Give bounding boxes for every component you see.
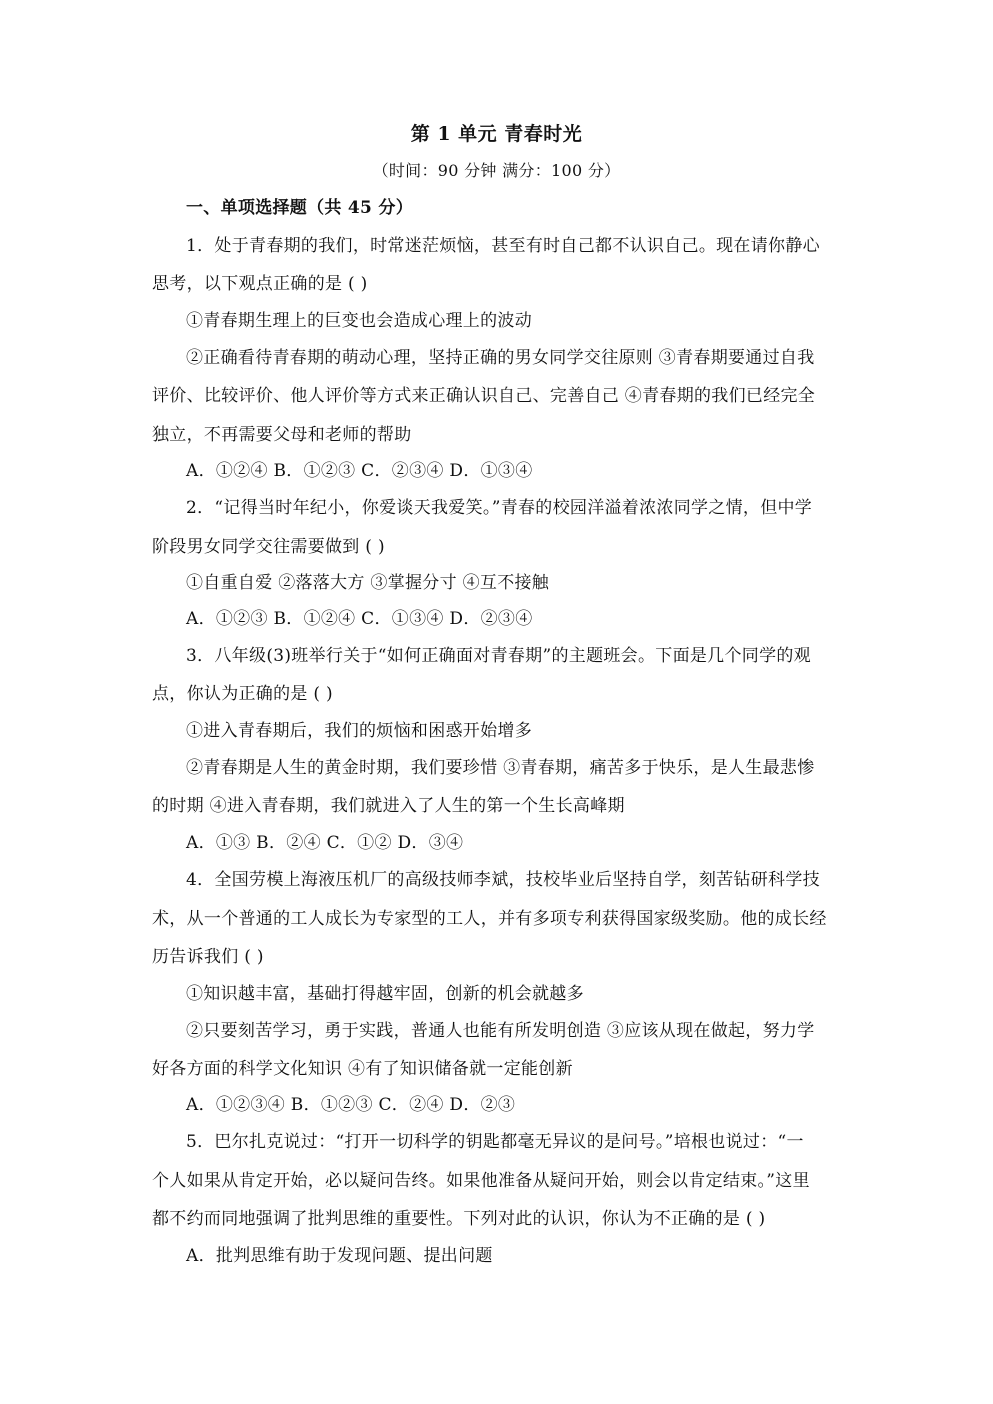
question-3-line: 点，你认为正确的是 ( ) <box>152 684 333 704</box>
question-1-statement: 评价、比较评价、他人评价等方式来正确认识自己、完善自己 ④青春期的我们已经完全 <box>152 386 816 406</box>
question-2-statement: ①自重自爱 ②落落大方 ③掌握分寸 ④互不接触 <box>186 573 550 593</box>
question-2-options: A．①②③ B．①②④ C．①③④ D．②③④ <box>186 609 533 629</box>
question-3-options: A．①③ B．②④ C．①② D．③④ <box>186 833 464 853</box>
question-1-line: 思考，以下观点正确的是 ( ) <box>152 274 368 294</box>
question-4-statement: 好各方面的科学文化知识 ④有了知识储备就一定能创新 <box>152 1059 573 1079</box>
question-4-line: 历告诉我们 ( ) <box>152 947 264 967</box>
page-subtitle: （时间：90 分钟 满分：100 分） <box>372 161 621 180</box>
question-1-statement: 独立，不再需要父母和老师的帮助 <box>152 425 412 445</box>
question-1-options: A．①②④ B．①②③ C．②③④ D．①③④ <box>186 461 533 481</box>
question-1-statement: ②正确看待青春期的萌动心理，坚持正确的男女同学交往原则 ③青春期要通过自我 <box>186 348 815 368</box>
question-5-line: 个人如果从肯定开始，必以疑问告终。如果他准备从疑问开始，则会以肯定结束。”这里 <box>152 1171 810 1191</box>
question-2-line: 2．“记得当时年纪小，你爱谈天我爱笑。”青春的校园洋溢着浓浓同学之情，但中学 <box>186 498 813 518</box>
question-3-statement: 的时期 ④进入青春期，我们就进入了人生的第一个生长高峰期 <box>152 796 625 816</box>
question-5-option: A．批判思维有助于发现问题、提出问题 <box>186 1246 493 1266</box>
question-4-line: 术，从一个普通的工人成长为专家型的工人，并有多项专利获得国家级奖励。他的成长经 <box>152 909 827 929</box>
question-4-line: 4．全国劳模上海液压机厂的高级技师李斌，技校毕业后坚持自学，刻苦钻研科学技 <box>186 870 820 890</box>
question-1-statement: ①青春期生理上的巨变也会造成心理上的波动 <box>186 311 532 331</box>
question-2-line: 阶段男女同学交往需要做到 ( ) <box>152 537 385 557</box>
question-1-line: 1．处于青春期的我们，时常迷茫烦恼，甚至有时自己都不认识自己。现在请你静心 <box>186 236 820 256</box>
question-5-line: 5．巴尔扎克说过：“打开一切科学的钥匙都毫无异议的是问号。”培根也说过：“一 <box>186 1132 804 1152</box>
page-title: 第 1 单元 青春时光 <box>410 123 583 145</box>
question-4-options: A．①②③④ B．①②③ C．②④ D．②③ <box>186 1095 516 1115</box>
question-5-line: 都不约而同地强调了批判思维的重要性。下列对此的认识，你认为不正确的是 ( ) <box>152 1209 766 1229</box>
question-4-statement: ①知识越丰富，基础打得越牢固，创新的机会就越多 <box>186 984 584 1004</box>
section-heading: 一、单项选择题（共 45 分） <box>186 198 413 218</box>
question-3-line: 3．八年级(3)班举行关于“如何正确面对青春期”的主题班会。下面是几个同学的观 <box>186 646 811 666</box>
question-3-statement: ①进入青春期后，我们的烦恼和困惑开始增多 <box>186 721 532 741</box>
question-4-statement: ②只要刻苦学习，勇于实践，普通人也能有所发明创造 ③应该从现在做起，努力学 <box>186 1021 815 1041</box>
question-3-statement: ②青春期是人生的黄金时期，我们要珍惜 ③青春期，痛苦多于快乐，是人生最悲惨 <box>186 758 815 778</box>
